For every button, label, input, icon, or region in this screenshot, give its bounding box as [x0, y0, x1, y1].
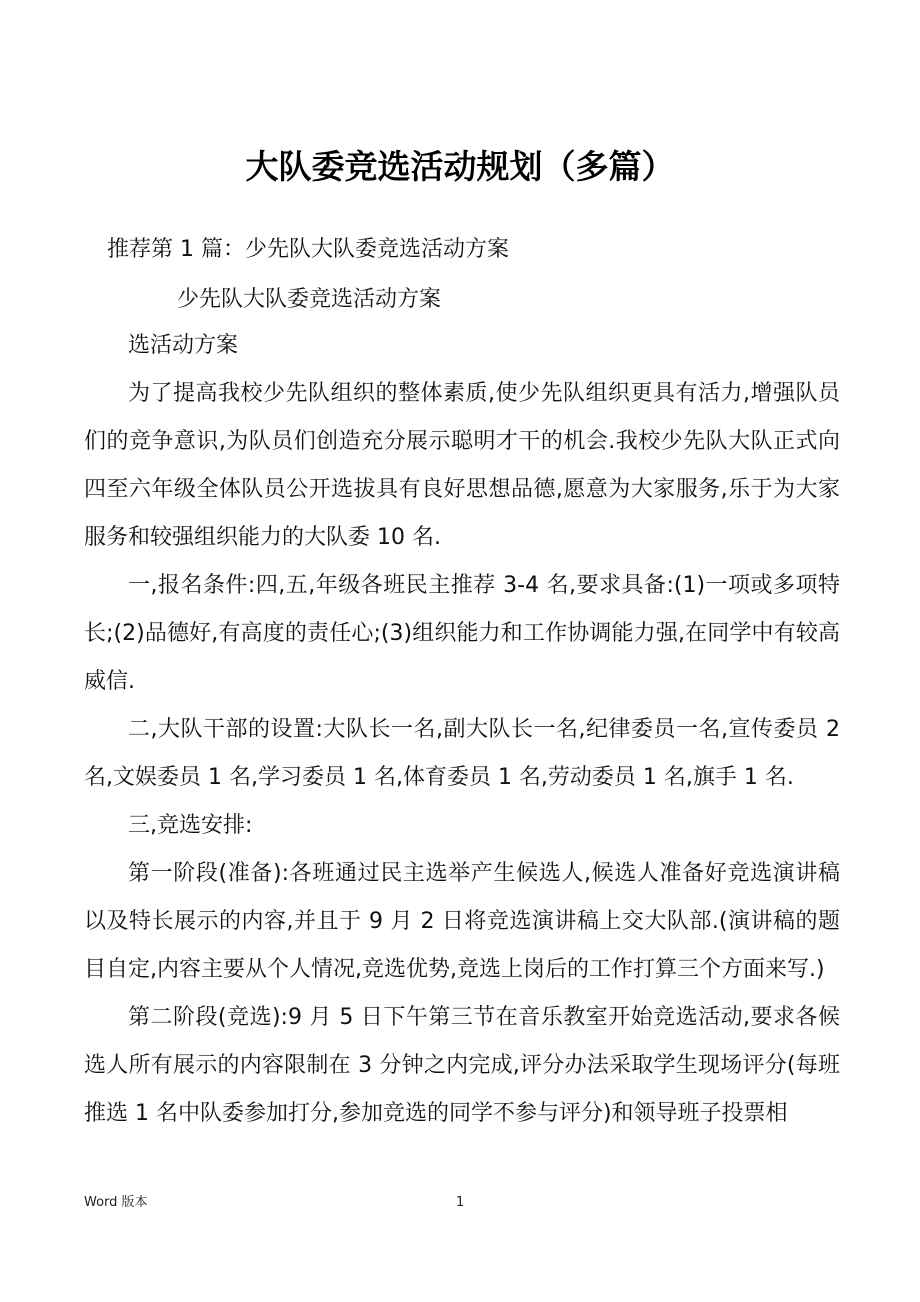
- paragraph-3: 一,报名条件:四,五,年级各班民主推荐 3-4 名,要求具备:(1)一项或多项特长;(2)品德好,有高度的责任心;(3)组织能力和工作协调能力强,在同学中有较高威信.: [84, 573, 840, 694]
- paragraph-7: 第二阶段(竞选):9 月 5 日下午第三节在音乐教室开始竞选活动,要求各候选人所有展示的内容限制在 3 分钟之内完成,评分办法采取学生现场评分(每班推选 1 名中队委参加打分,参加竞选的同学不参与评分)和领导班子投票相: [84, 1005, 840, 1126]
- footer-page-number: 1: [456, 1195, 465, 1210]
- paragraph-1: 选活动方案: [128, 333, 239, 358]
- paragraph-6: 第一阶段(准备):各班通过民主选举产生候选人,候选人准备好竞选演讲稿以及特长展示的内容,并且于 9 月 2 日将竞选演讲稿上交大队部.(演讲稿的题目自定,内容主要从个人情况,竞选优势,竞选上岗后的工作打算三个方面来写.): [84, 861, 840, 982]
- document-title: 大队委竞选活动规划（多篇）: [245, 147, 675, 186]
- paragraph-2: 为了提高我校少先队组织的整体素质,使少先队组织更具有活力,增强队员们的竞争意识,为队员们创造充分展示聪明才干的机会.我校少先队大队正式向四至六年级全体队员公开选拔具有良好思想品德,愿意为大家服务,乐于为大家服务和较强组织能力的大队委 10 名.: [84, 381, 840, 550]
- recommend-line: 推荐第 1 篇：少先队大队委竞选活动方案: [107, 237, 509, 262]
- footer-version-label: Word 版本: [84, 1195, 148, 1210]
- paragraph-4: 二,大队干部的设置:大队长一名,副大队长一名,纪律委员一名,宣传委员 2 名,文娱委员 1 名,学习委员 1 名,体育委员 1 名,劳动委员 1 名,旗手 1 名.: [84, 717, 840, 790]
- paragraph-5: 三,竞选安排:: [128, 813, 253, 838]
- document-body: [84, 322, 840, 1138]
- section-title: 少先队大队委竞选活动方案: [177, 287, 442, 312]
